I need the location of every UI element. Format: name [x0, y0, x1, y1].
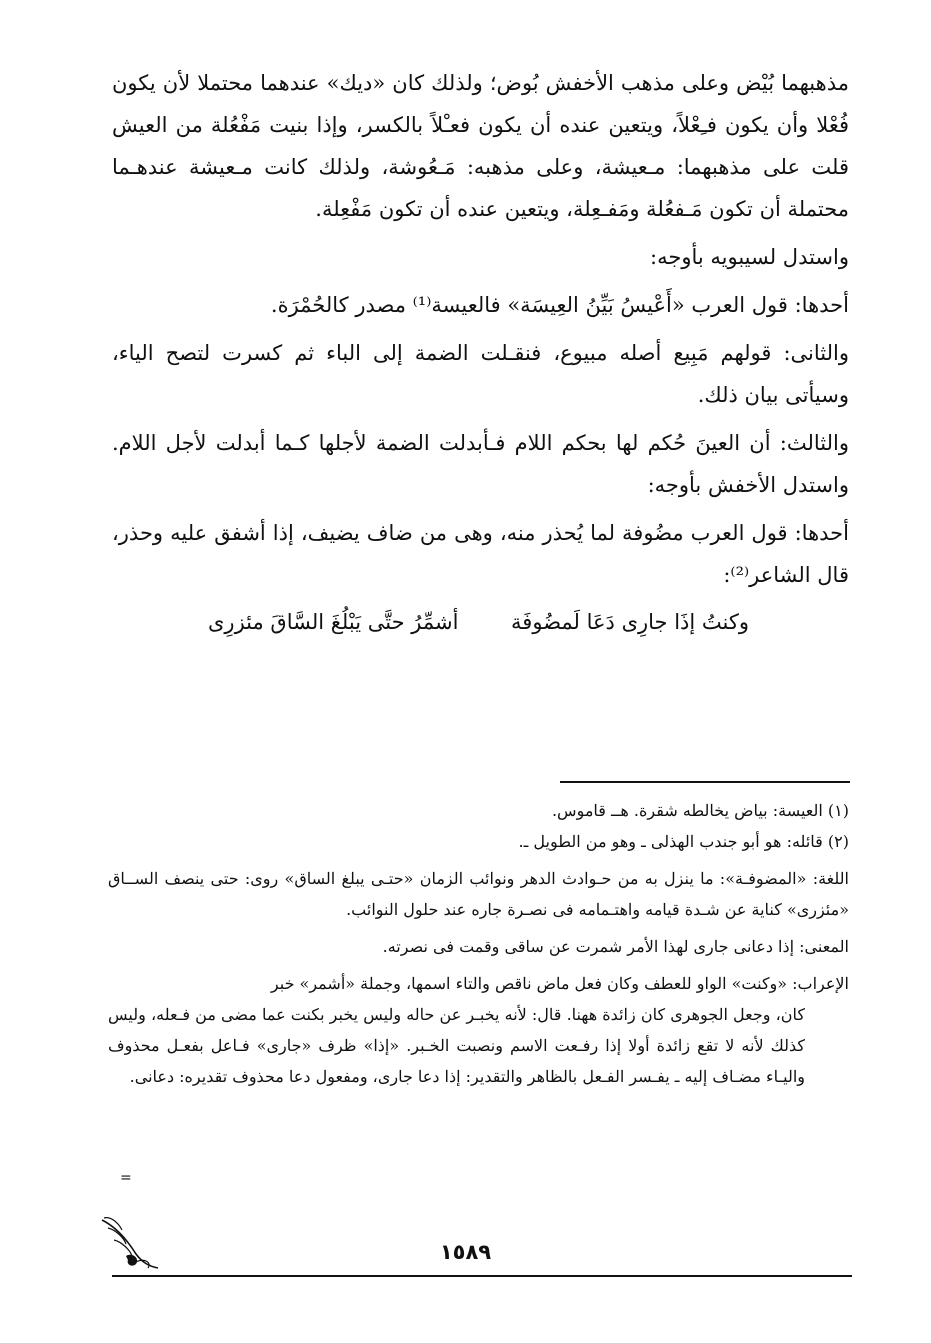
bottom-rule — [112, 1275, 852, 1277]
page-number: ١٥٨٩ — [439, 1240, 492, 1264]
paragraph-4: والثانى: قولهم مَبِيع أصله مبيوع، فنقـلت الضمة إلى الباء ثم كسرت لتصح الياء، وسيأتى بيان ذلك. — [112, 341, 849, 407]
paragraph-3: أحدها: قول العرب «أَعْيسُ بَيِّنُ العِيسَة» فالعيسة⁽¹⁾ مصدر كالحُمْرَة. — [270, 293, 849, 317]
main-text — [112, 62, 849, 644]
paragraph-5: والثالث: أن العينَ حُكم لها بحكم اللام فـأبدلت الضمة لأجلها كـما أبدلت لأجل اللام. واستدل الأخفش بأوجه: — [112, 431, 849, 497]
commentary-irab: الإعراب: «وكنت» الواو للعطف وكان فعل ماض ناقص والتاء اسمها، وجملة «أشمر» خبر — [270, 974, 849, 993]
footnote-1: (١) العيسة: بياض يخالطه شقرة. هــ قاموس. — [551, 801, 849, 820]
verse-hemistich-1: وكنتُ إذَا جارِى دَعَا لَمضُوفَة — [511, 610, 749, 634]
footnote-separator — [560, 781, 850, 783]
verse-hemistich-2: أشمِّرُ حتَّى يَبْلُغَ السَّاقَ مئزرِى — [208, 610, 459, 634]
commentary-irab-continued: كان، وجعل الجوهرى كان زائدة ههنا. قال: لأنه يخبـر عن حاله وليس يخبر بكنت عما مضى من فـعله، وليس كذلك لأنه لا تقع زائدة أولا إذا رفـعت الاسم ونصبت الخـبر. «إذا» ظرف «جارى» فـاعل بفعـل محذوف واليـاء مضـاف إليه ـ يفـسر الفـعل بالظاهر والتقدير: إذا دعا جارى، ومفعول دعا محذوف تقديره: دعانى. — [108, 1005, 805, 1086]
continuation-mark: = — [120, 1170, 132, 1186]
commentary-lugha: اللغة: «المضوفـة»: ما ينزل به من حـوادث الدهر ونوائب الزمان «حتـى يبلغ الساق» روى: حتى ينصف الســاق «مئزرى» كناية عن شـدة قيامه واهتـمامه فى نصـرة جاره عند حلول النوائب. — [108, 869, 849, 919]
paragraph-2: واستدل لسيبويه بأوجه: — [650, 245, 849, 269]
footnotes-section — [108, 795, 849, 1092]
footnote-2: (٢) قائله: هو أبو جندب الهذلى ـ وهو من الطويل ـ. — [518, 832, 849, 851]
paragraph-6: أحدها: قول العرب مضُوفة لما يُحذر منه، وهى من ضاف يضيف، إذا أشفق عليه وحذر، قال الشاعر⁽²⁾: — [112, 521, 849, 587]
paragraph-1: مذهبهما بُيْض وعلى مذهب الأخفش بُوض؛ ولذلك كان «ديك» عندهما محتملا لأن يكون فُعْلا وأن يكون فـِعْلاً، ويتعين عنده أن يكون فعـْلاً بالكسر، وإذا بنيت مَفْعُلة من العيش قلت على مذهبهما: مـعيشة، وعلى مذهبه: مَـعُوشة، ولذلك كانت مـعيشة عندهـما محتملة أن تكون مَـفعُلة ومَفـعِلة، ويتعين عنده أن تكون مَفْعِلة. — [112, 71, 849, 221]
poetry-verse — [112, 600, 849, 644]
commentary-maana: المعنى: إذا دعانى جارى لهذا الأمر شمرت عن ساقى وقمت فى نصرته. — [382, 937, 849, 956]
